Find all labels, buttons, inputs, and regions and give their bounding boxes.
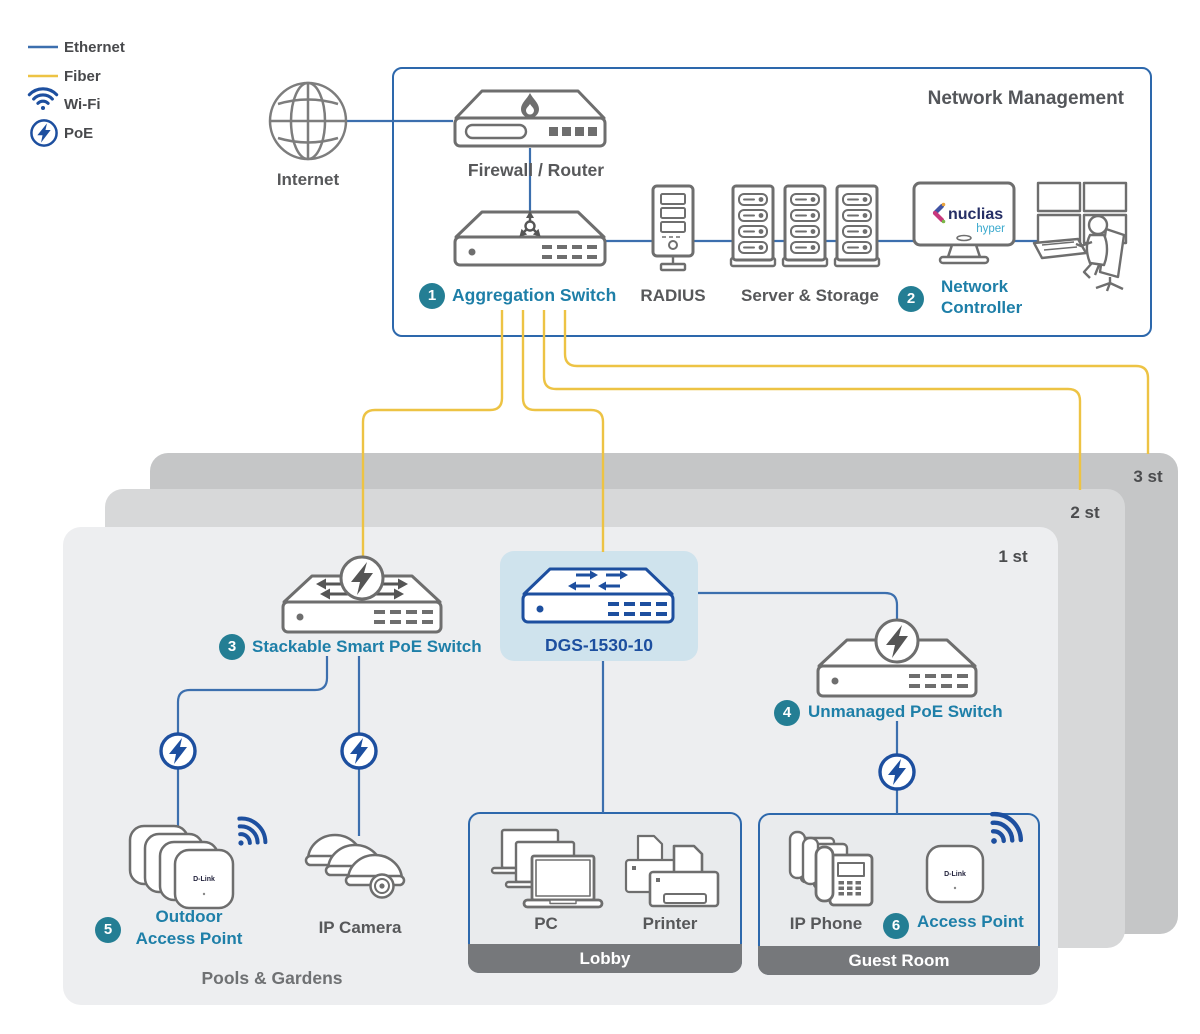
network-controller-label	[941, 276, 1022, 318]
legend-ethernet-label: Ethernet	[64, 39, 125, 56]
nuclias-sub-text: hyper	[976, 223, 1005, 235]
printer-icon	[626, 836, 718, 906]
dlink-brand-text: D-Link	[193, 876, 215, 883]
dlink-brand-text: D-Link	[944, 871, 966, 878]
network-management-title: Network Management	[927, 88, 1124, 109]
ip-camera-icon	[306, 835, 404, 898]
wifi-icon	[978, 808, 1027, 856]
network-controller-line1: Network	[941, 277, 1009, 296]
pc-label: PC	[534, 914, 558, 933]
dgs-1530-10-label: DGS-1530-10	[545, 635, 653, 655]
badge-3: 3	[219, 634, 245, 660]
pc-icon	[492, 830, 602, 907]
person-body	[1087, 235, 1107, 265]
outdoor-ap-line1: Outdoor	[155, 907, 223, 926]
badge-1: 1	[419, 283, 445, 309]
firewall-router-icon	[455, 91, 605, 146]
stackable-switch-label: Stackable Smart PoE Switch	[252, 637, 482, 656]
badge-2: 2	[898, 286, 924, 312]
poe-badge-icon	[161, 734, 195, 768]
unmanaged-poe-switch-icon	[818, 620, 976, 696]
radius-label: RADIUS	[640, 286, 706, 305]
legend-poe-label: PoE	[64, 125, 94, 142]
server-storage-icon	[731, 186, 879, 266]
printer-label: Printer	[642, 914, 698, 933]
legend-wifi-label: Wi-Fi	[64, 96, 101, 113]
wifi-legend-icon	[29, 89, 56, 110]
wifi-icon	[226, 813, 270, 857]
badge-5: 5	[95, 917, 121, 943]
legend-fiber-label: Fiber	[64, 68, 101, 85]
aggregation-switch-label: Aggregation Switch	[452, 285, 617, 305]
internet-label: Internet	[276, 170, 340, 189]
ip-phone-label: IP Phone	[789, 914, 863, 933]
access-point-label: Access Point	[917, 912, 1024, 931]
nuclias-brand-text: nuclias	[948, 206, 1004, 223]
poe-circle-icon	[876, 620, 918, 662]
internet-globe-icon	[270, 83, 346, 159]
poe-badge-icon	[880, 755, 914, 789]
radius-server-icon	[653, 186, 693, 270]
operator-video-wall-icon	[1034, 183, 1126, 291]
ip-phone-icon	[790, 832, 872, 905]
outdoor-access-point-icon	[130, 826, 233, 908]
poe-circle-icon	[341, 557, 383, 599]
access-point-icon	[927, 846, 983, 902]
pools-gardens-label: Pools & Gardens	[201, 968, 343, 988]
aggregation-switch-icon	[455, 211, 605, 265]
fiber-wires	[363, 310, 1148, 558]
poe-badge-icon	[342, 734, 376, 768]
floor-3-label: 3 st	[1133, 467, 1163, 486]
floor-2-label: 2 st	[1070, 503, 1100, 522]
floor-1-label: 1 st	[998, 547, 1028, 566]
network-controller-line2: Controller	[941, 298, 1023, 317]
guest-room-title-bar: Guest Room	[758, 946, 1040, 975]
stackable-poe-switch-icon	[283, 557, 441, 632]
lobby-title-bar: Lobby	[468, 944, 742, 973]
network-controller-monitor-icon	[914, 183, 1014, 263]
outdoor-access-point-label	[136, 906, 243, 950]
badge-4: 4	[774, 700, 800, 726]
badge-6: 6	[883, 913, 909, 939]
poe-legend-icon	[31, 120, 56, 145]
firewall-router-label: Firewall / Router	[467, 160, 605, 180]
server-storage-label: Server & Storage	[741, 286, 879, 305]
dgs-1530-10-switch-icon	[523, 569, 673, 622]
outdoor-ap-line2: Access Point	[135, 929, 243, 948]
ip-camera-label: IP Camera	[318, 918, 402, 937]
unmanaged-switch-label: Unmanaged PoE Switch	[808, 702, 1003, 721]
